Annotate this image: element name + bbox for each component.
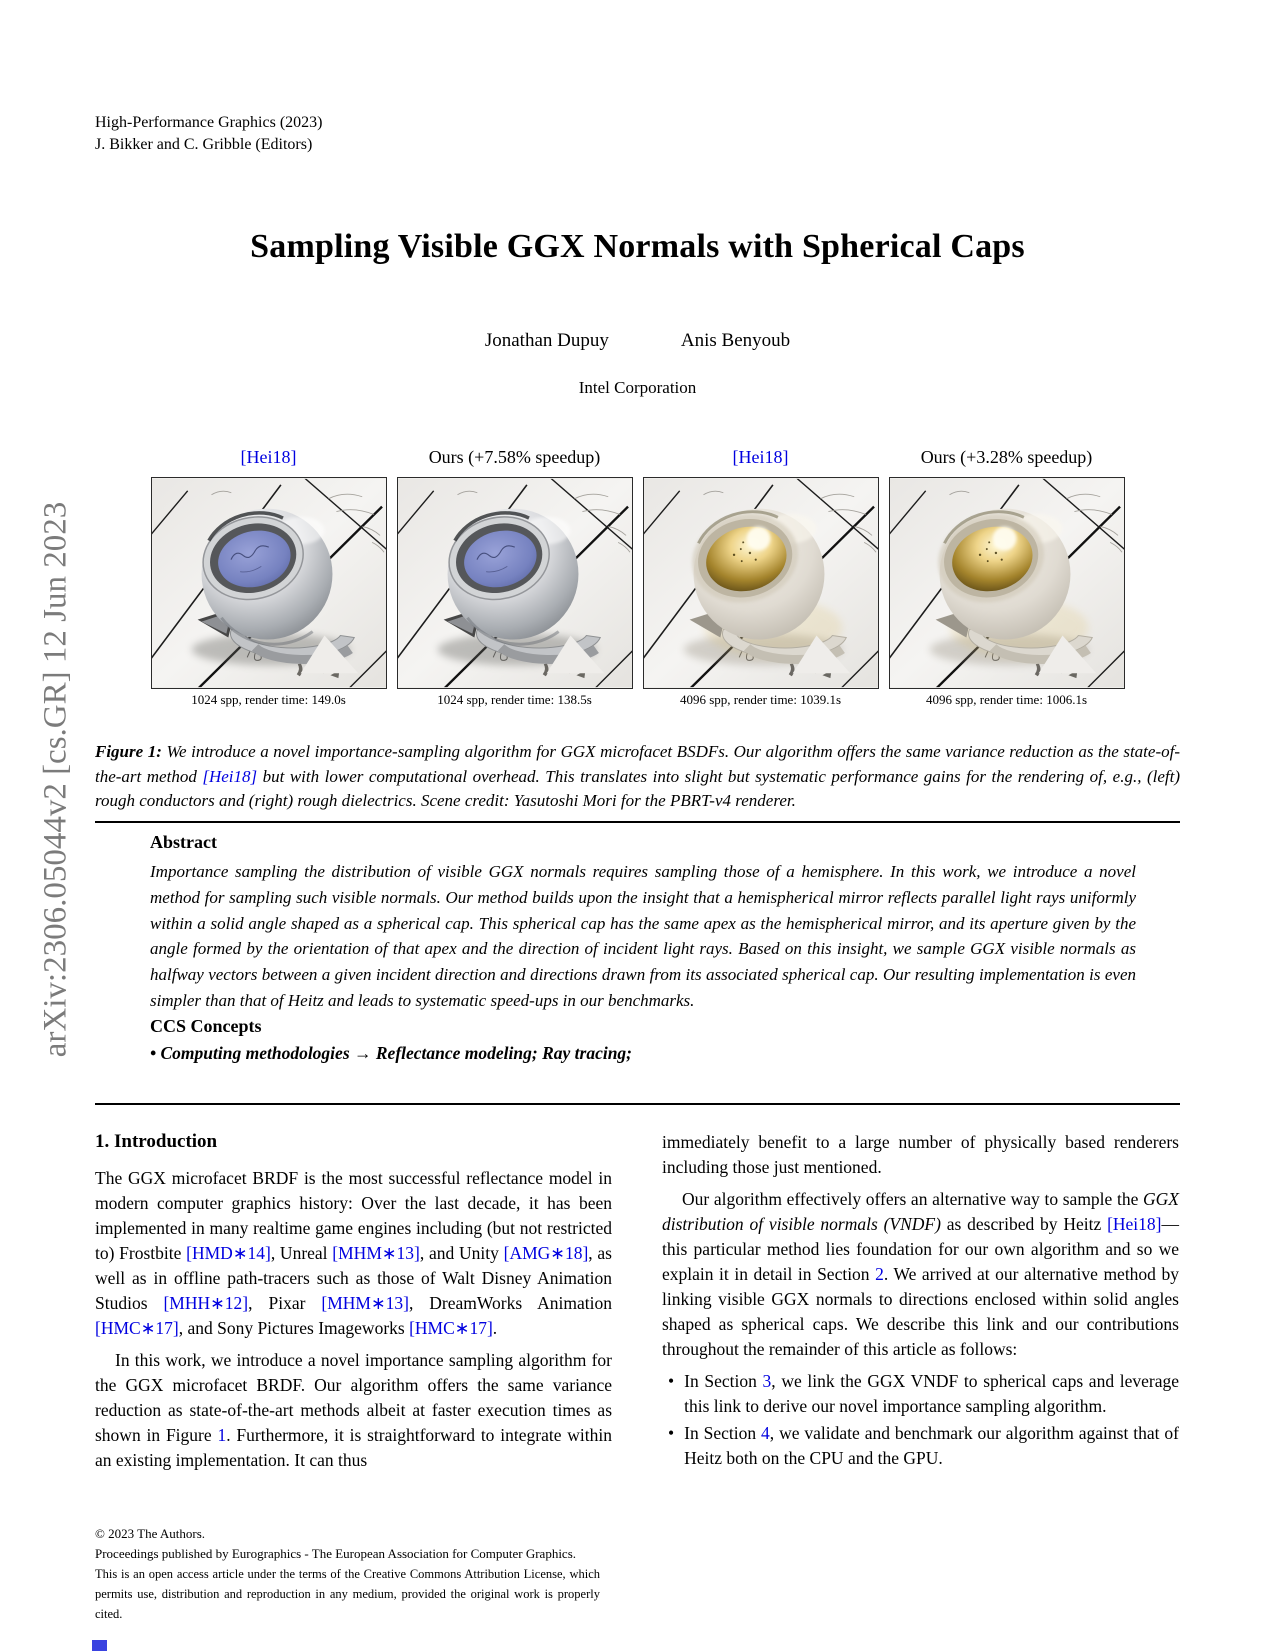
citation-link[interactable]: [HMC∗17] — [409, 1318, 493, 1338]
figure1-panel-2 — [397, 447, 633, 708]
citation-link[interactable]: [MHM∗13] — [332, 1243, 420, 1263]
conductor-render-svg — [152, 478, 386, 688]
figure1-panel-3 — [643, 447, 879, 708]
render-image-dielectric-ours — [889, 477, 1125, 689]
figure1-caption-text: We introduce a novel importance-sampling algorithm for GGX microfacet BSDFs. Our algorithm offers the same variance reduction as the state-of-the-art method [Hei18] but with lower computational overhead. This translates into slight but systematic performance gains for the rendering of, e.g., (left) rough conductors and (right) rough dielectrics. Scene credit: Yasutoshi Mori for the PBRT-v4 renderer. — [95, 742, 1180, 810]
panel-label — [151, 447, 387, 477]
ccs-heading: CCS Concepts — [150, 1016, 262, 1036]
dielectric-render-svg — [644, 478, 878, 688]
abstract-heading: Abstract — [150, 832, 217, 852]
editors-line: J. Bikker and C. Gribble (Editors) — [95, 136, 313, 153]
figure1-panel-4 — [889, 447, 1125, 708]
citation-link[interactable]: [HMD∗14] — [186, 1243, 271, 1263]
citation-link[interactable]: 4 — [761, 1423, 770, 1443]
citation-link[interactable]: [MHH∗12] — [163, 1293, 249, 1313]
panel-caption: 1024 spp, render time: 138.5s — [437, 692, 592, 707]
author-name: Anis Benyoub — [680, 330, 791, 351]
panel-caption: 4096 spp, render time: 1006.1s — [925, 692, 1088, 707]
panel-label: Ours (+7.58% speedup) — [428, 447, 601, 467]
citation-link[interactable]: [AMG∗18] — [503, 1243, 589, 1263]
figure1-caption — [95, 740, 1180, 814]
right-column — [662, 1130, 1179, 1480]
venue-line: High-Performance Graphics (2023) — [95, 114, 323, 131]
citation-link[interactable]: [Hei18] — [240, 447, 297, 467]
render-image-dielectric-hei18 — [643, 477, 879, 689]
right-paragraph-1: immediately benefit to a large number of physically based renderers including those just mentioned. — [662, 1132, 1179, 1177]
affiliation: Intel Corporation — [578, 378, 697, 397]
figure1 — [95, 447, 1180, 708]
list-item — [668, 1369, 1179, 1419]
paper-title: Sampling Visible GGX Normals with Spherical Caps — [250, 228, 1025, 265]
citation-link[interactable]: [MHM∗13] — [321, 1293, 409, 1313]
footnote-block — [95, 1524, 600, 1624]
bullet-text: In Section 3, we link the GGX VNDF to spherical caps and leverage this link to derive our novel importance sampling algorithm. — [684, 1371, 1179, 1416]
divider-below-ccs — [95, 1103, 1180, 1105]
figure1-panel-1 — [151, 447, 387, 708]
citation-link[interactable]: 1 — [217, 1425, 227, 1445]
body-columns — [95, 1130, 1180, 1480]
running-head — [95, 112, 322, 156]
citation-link[interactable]: 3 — [762, 1371, 772, 1391]
section-heading-introduction: 1. Introduction — [95, 1131, 218, 1152]
proceedings-line: Proceedings published by Eurographics - The European Association for Computer Graphics. — [95, 1546, 577, 1561]
blue-corner-mark — [92, 1640, 107, 1651]
panel-caption: 4096 spp, render time: 1039.1s — [679, 692, 842, 707]
intro-paragraph-2: In this work, we introduce a novel importance sampling algorithm for the GGX microfacet BRDF. Our algorithm offers the same variance reduction as state-of-the-art methods albeit at faster execution times as shown in Figure 1. Furthermore, it is straightforward to integrate within an existing implementation. It can thus — [95, 1350, 613, 1470]
panel-label — [643, 447, 879, 477]
author-row — [0, 330, 1275, 352]
citation-link[interactable]: [Hei18] — [202, 766, 258, 786]
abstract-body: Importance sampling the distribution of visible GGX normals requires sampling those of a hemisphere. In this work, we introduce a novel method for sampling such visible normals. Our method builds upon the insight that a hemispherical mirror reflects parallel light rays uniformly within a solid angle shaped as a spherical cap. This spherical cap has the same apex as the hemispherical mirror, and its aperture given by the angle formed by the orientation of that apex and the direction of incident light rays. Based on this insight, we sample GGX visible normals as halfway vectors between a given incident direction and directions drawn from its associated spherical cap. Our resulting implementation is even simpler than that of Heitz and leads to systematic speed-ups in our benchmarks. — [150, 862, 1136, 1010]
intro-paragraph-1: The GGX microfacet BRDF is the most successful reflectance model in modern computer graphics history: Over the last decade, it has been implemented in many realtime game engines including (but not restricted to) Frostbite [HMD∗14], Unreal [MHM∗13], and Unity [AMG∗18], as well as in offline path-tracers such as those of Walt Disney Animation Studios [MHH∗12], Pixar [MHM∗13], DreamWorks Animation [HMC∗17], and Sony Pictures Imageworks [HMC∗17]. — [95, 1168, 612, 1338]
author-name: Jonathan Dupuy — [484, 330, 609, 351]
conductor-render-svg — [398, 478, 632, 688]
license-text: This is an open access article under the terms of the Creative Commons Attribution License, which permits use, distribution and reproduction in any medium, provided the original work is properly cited. — [95, 1567, 600, 1621]
citation-link[interactable]: [HMC∗17] — [95, 1318, 179, 1338]
ccs-body: • Computing methodologies → Reflectance modeling; Ray tracing; — [150, 1043, 633, 1063]
list-item — [668, 1421, 1179, 1471]
render-image-conductor-hei18 — [151, 477, 387, 689]
citation-link[interactable]: [Hei18] — [1107, 1214, 1162, 1234]
abstract-section — [150, 832, 1136, 1014]
right-paragraph-2: Our algorithm effectively offers an alternative way to sample the GGX distribution of visible normals (VNDF) as described by Heitz [Hei18]—this particular method lies foundation for our own algorithm and so we explain it in detail in Section 2. We arrived at our alternative method by linking visible GGX normals to directions enclosed within solid angles shaped as spherical caps. We describe this link and our contributions throughout the remainder of this article as follows: — [662, 1189, 1179, 1359]
bullet-icon: • — [668, 1423, 675, 1443]
panel-caption: 1024 spp, render time: 149.0s — [191, 692, 346, 707]
citation-link[interactable]: 2 — [875, 1264, 884, 1284]
figure1-panels — [95, 447, 1180, 708]
contribution-list — [662, 1369, 1179, 1471]
render-image-conductor-ours — [397, 477, 633, 689]
bullet-text: In Section 4, we validate and benchmark our algorithm against that of Heitz both on the CPU and the GPU. — [684, 1423, 1179, 1468]
citation-link[interactable]: [Hei18] — [732, 447, 789, 467]
panel-label: Ours (+3.28% speedup) — [920, 447, 1093, 467]
divider-above-abstract — [95, 821, 1180, 823]
ccs-section — [150, 1016, 1136, 1064]
left-column — [95, 1130, 612, 1480]
dielectric-render-svg — [890, 478, 1124, 688]
arxiv-watermark: arXiv:2306.05044v2 [cs.GR] 12 Jun 2023 — [37, 501, 74, 1058]
copyright-line: © 2023 The Authors. — [95, 1526, 206, 1541]
bullet-icon: • — [668, 1371, 675, 1391]
figure1-caption-label: Figure 1: — [95, 742, 162, 761]
